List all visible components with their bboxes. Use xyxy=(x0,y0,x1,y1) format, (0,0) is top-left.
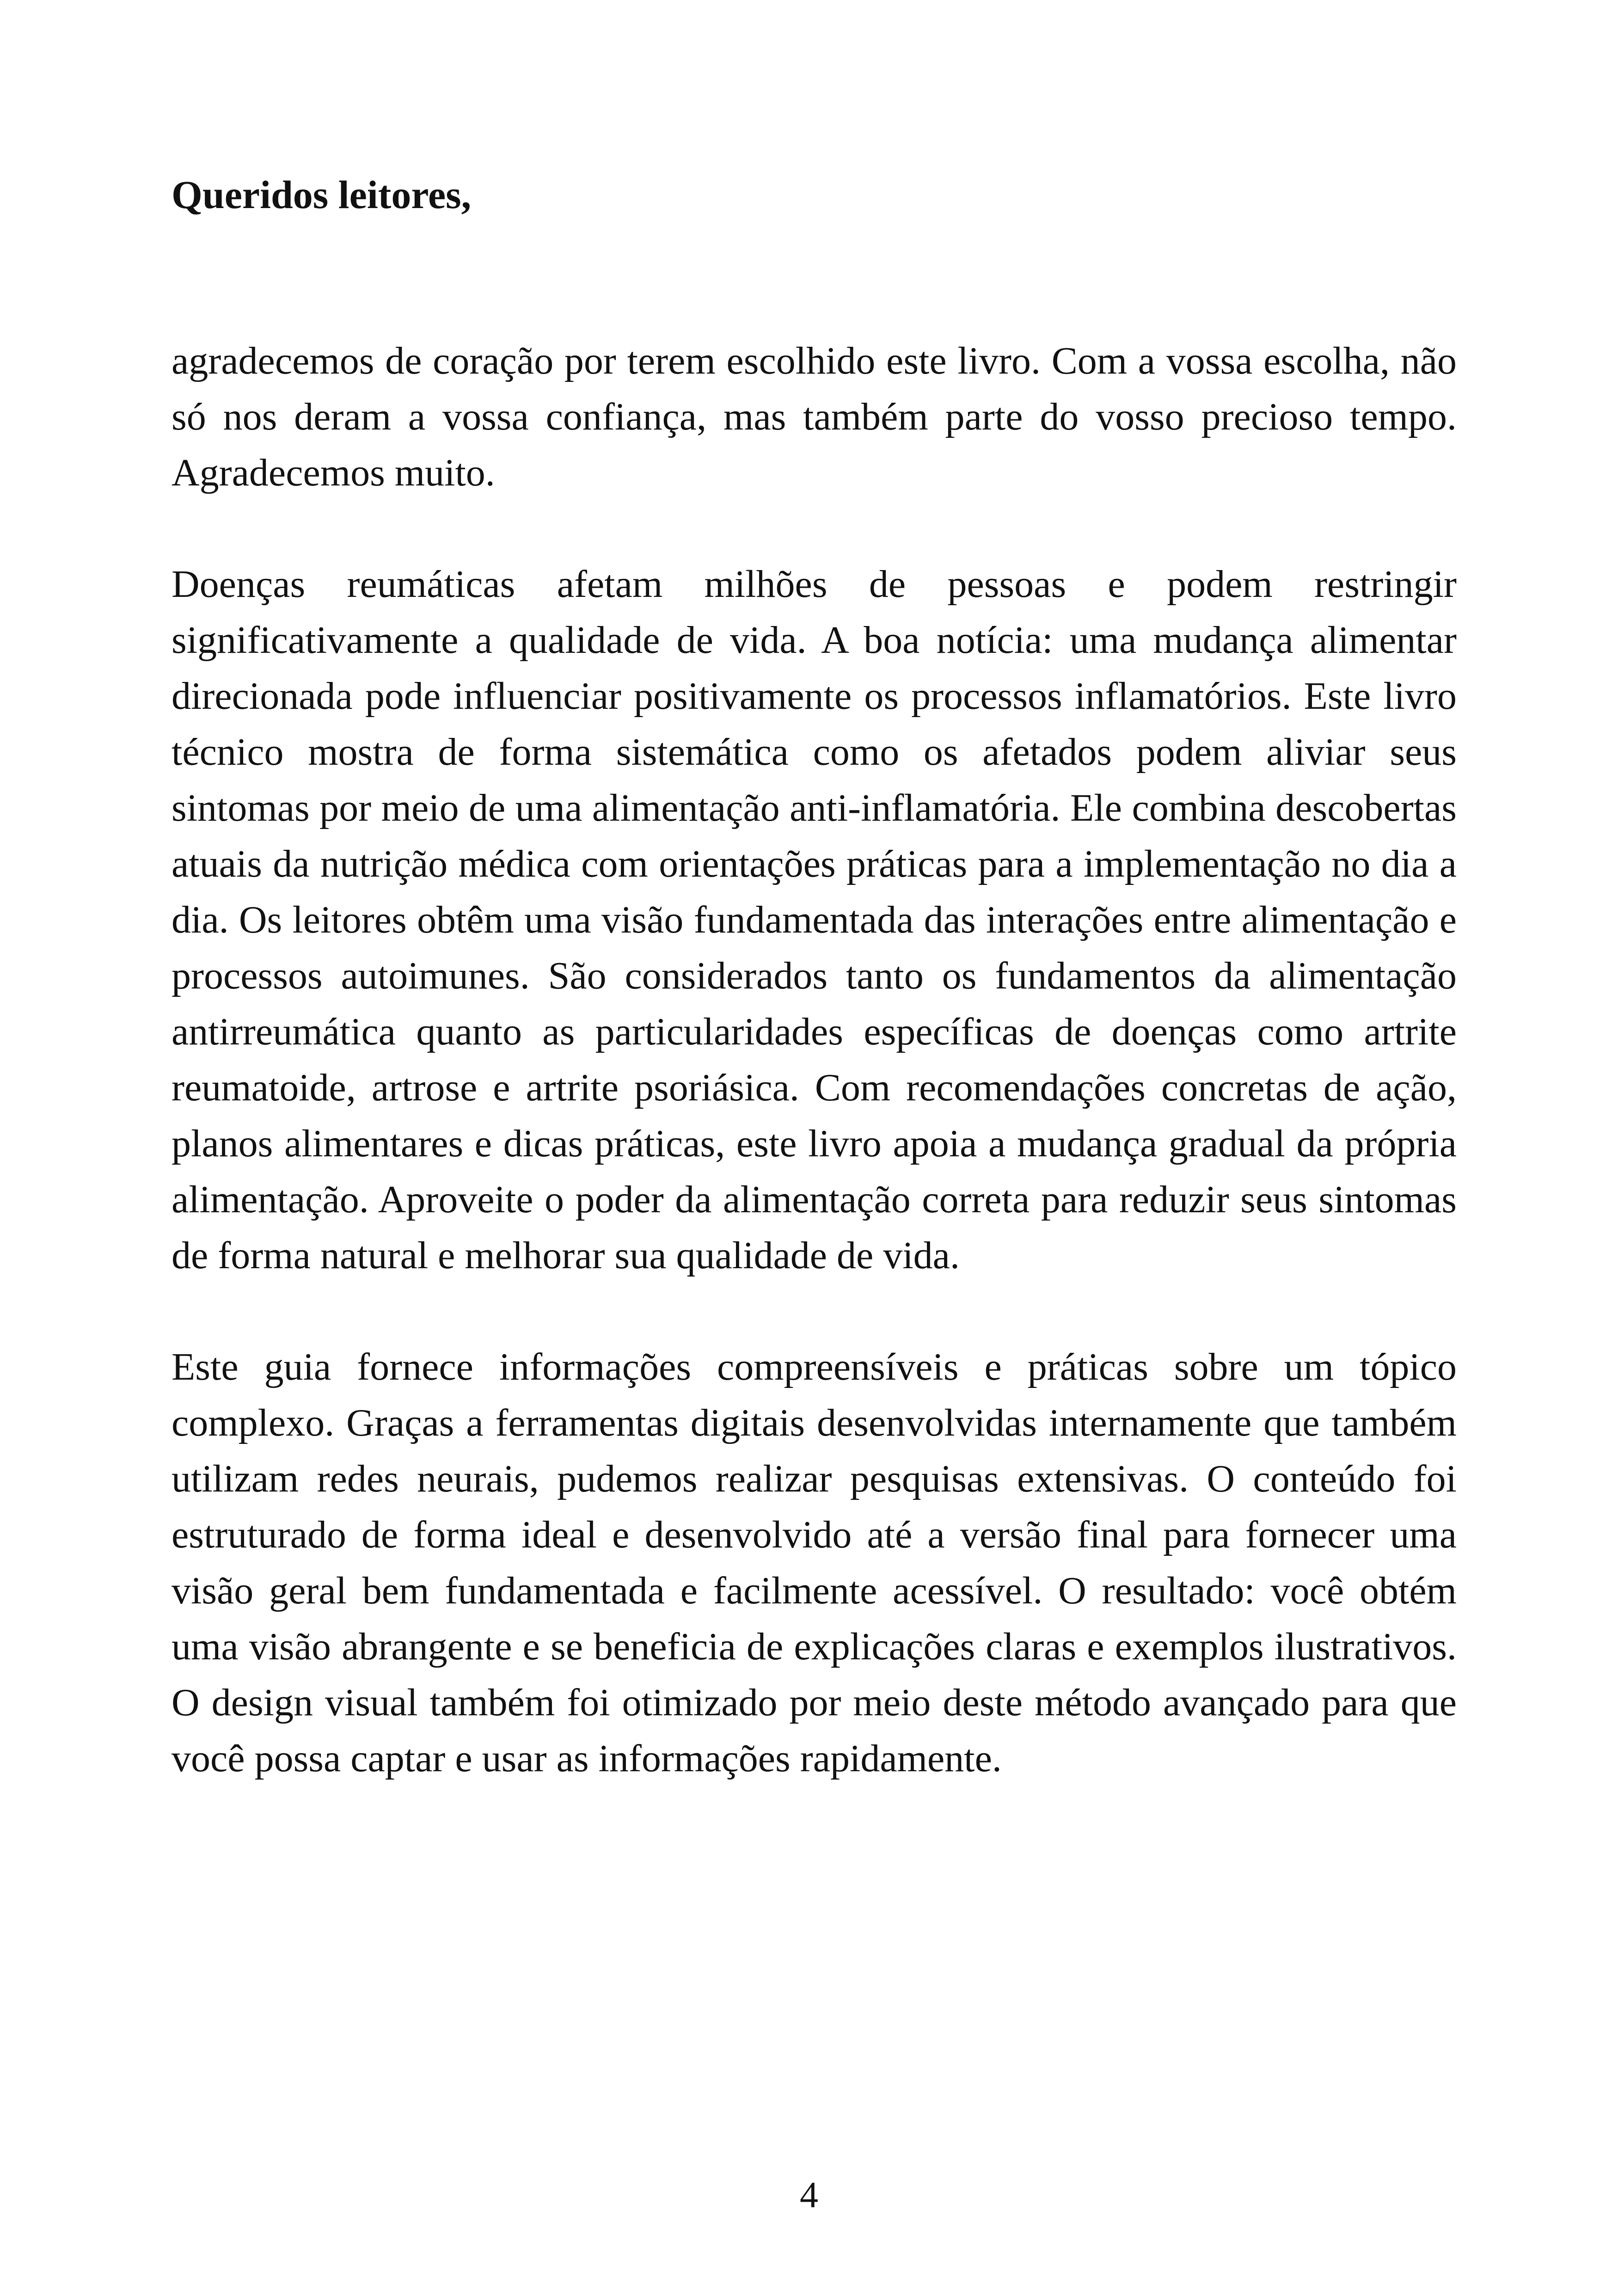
paragraph-guide-method: Este guia fornece informações compreensíveis e práticas sobre um tópico complexo. Graças a ferramentas digitais desenvolvidas internamente que também utilizam redes neurais, pudemos realizar pesquisas extensivas. O conteúdo foi estruturado de forma ideal e desenvolvido até a versão final para fornecer uma visão geral bem fundamentada e facilmente acessível. O resultado: você obtém uma visão abrangente e se beneficia de explicações claras e exemplos ilustrativos. O design visual também foi otimizado por meio deste método avançado para que você possa captar e usar as informações rapidamente. xyxy=(172,1345,1457,1780)
body-text xyxy=(172,333,1457,1842)
paragraph-gratitude: agradecemos de coração por terem escolhido este livro. Com a vossa escolha, não só nos deram a vossa confiança, mas também parte do vosso precioso tempo. Agradecemos muito. xyxy=(172,339,1457,494)
paragraph-book-summary: Doenças reumáticas afetam milhões de pessoas e podem restringir significativamente a qualidade de vida. A boa notícia: uma mudança alimentar direcionada pode influenciar positivamente os processos inflamatórios. Este livro técnico mostra de forma sistemática como os afetados podem aliviar seus sintomas por meio de uma alimentação anti-inflamatória. Ele combina descobertas atuais da nutrição médica com orientações práticas para a implementação no dia a dia. Os leitores obtêm uma visão fundamentada das interações entre alimentação e processos autoimunes. São considerados tanto os fundamentos da alimentação antirreumática quanto as particularidades específicas de doenças como artrite reumatoide, artrose e artrite psoriásica. Com recomendações concretas de ação, planos alimentares e dicas práticas, este livro apoia a mudança gradual da própria alimentação. Aproveite o poder da alimentação correta para reduzir seus sintomas de forma natural e melhorar sua qualidade de vida. xyxy=(172,563,1457,1277)
page-heading: Queridos leitores, xyxy=(172,172,472,217)
page-number: 4 xyxy=(800,2175,818,2216)
